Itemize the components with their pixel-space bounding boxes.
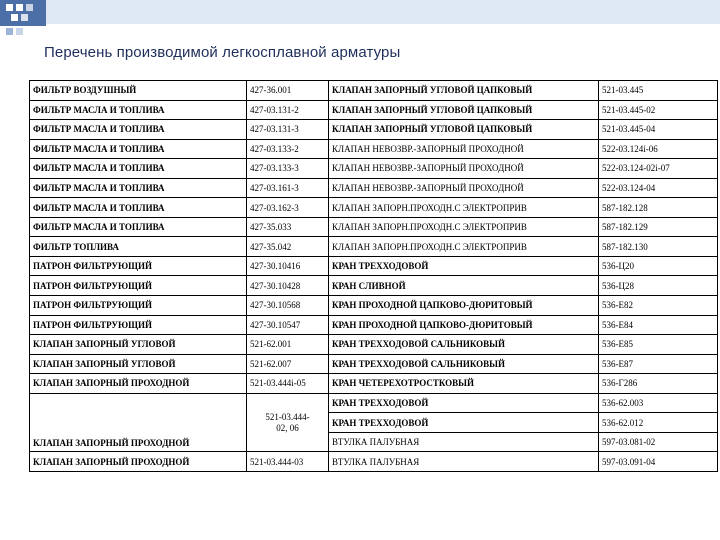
product-name: КРАН СЛИВНОЙ bbox=[329, 276, 599, 296]
table-row bbox=[30, 198, 718, 218]
product-code: 522-03.124і-06 bbox=[599, 139, 718, 159]
product-code: 427-03.131-3 bbox=[247, 120, 329, 140]
product-code: 521-03.445-02 bbox=[599, 100, 718, 120]
product-code: 536-62.012 bbox=[599, 413, 718, 433]
product-code: 521-03.445-04 bbox=[599, 120, 718, 140]
decor-square bbox=[6, 4, 13, 11]
table-row bbox=[30, 452, 718, 472]
product-code: 427-30.10547 bbox=[247, 315, 329, 335]
table-row bbox=[30, 237, 718, 257]
table-row bbox=[30, 139, 718, 159]
product-code: 536-Ц20 bbox=[599, 256, 718, 276]
table-row bbox=[30, 315, 718, 335]
product-code: 521-62.007 bbox=[247, 354, 329, 374]
product-name: КЛАПАН ЗАПОРН.ПРОХОДН.С ЭЛЕКТРОПРИВ bbox=[329, 198, 599, 218]
product-code: 536-Е84 bbox=[599, 315, 718, 335]
product-code: 427-03.131-2 bbox=[247, 100, 329, 120]
decor-square bbox=[11, 14, 18, 21]
product-code: 427-03.161-3 bbox=[247, 178, 329, 198]
table-row bbox=[30, 178, 718, 198]
product-code: 521-03.444-03 bbox=[247, 452, 329, 472]
product-name: КЛАПАН ЗАПОРНЫЙ УГЛОВОЙ ЦАПКОВЫЙ bbox=[329, 100, 599, 120]
product-code: 587-182.130 bbox=[599, 237, 718, 257]
product-code: 536-Г286 bbox=[599, 374, 718, 394]
header-band bbox=[0, 0, 720, 24]
product-name: ПАТРОН ФИЛЬТРУЮЩИЙ bbox=[30, 315, 247, 335]
product-code: 597-03.091-04 bbox=[599, 452, 718, 472]
product-code: 427-36.001 bbox=[247, 81, 329, 101]
product-name: ФИЛЬТР МАСЛА И ТОПЛИВА bbox=[30, 159, 247, 179]
product-name: ФИЛЬТР ВОЗДУШНЫЙ bbox=[30, 81, 247, 101]
product-name: КЛАПАН ЗАПОРНЫЙ УГЛОВОЙ ЦАПКОВЫЙ bbox=[329, 81, 599, 101]
product-code: 536-Ц28 bbox=[599, 276, 718, 296]
product-code: 427-03.133-3 bbox=[247, 159, 329, 179]
product-name: КЛАПАН ЗАПОРНЫЙ ПРОХОДНОЙ bbox=[30, 393, 247, 452]
product-code-line: 02, 06 bbox=[276, 422, 299, 433]
product-name: ПАТРОН ФИЛЬТРУЮЩИЙ bbox=[30, 256, 247, 276]
product-name: ВТУЛКА ПАЛУБНАЯ bbox=[329, 432, 599, 452]
table-row bbox=[30, 256, 718, 276]
product-name: ПАТРОН ФИЛЬТРУЮЩИЙ bbox=[30, 276, 247, 296]
product-code: 427-30.10416 bbox=[247, 256, 329, 276]
product-name: КРАН ПРОХОДНОЙ ЦАПКОВО-ДЮРИТОВЫЙ bbox=[329, 296, 599, 316]
product-name: ФИЛЬТР МАСЛА И ТОПЛИВА bbox=[30, 217, 247, 237]
product-name: ФИЛЬТР МАСЛА И ТОПЛИВА bbox=[30, 100, 247, 120]
table-row bbox=[30, 296, 718, 316]
product-name: КРАН ЧЕТЕРЕХОТРОСТКОВЫЙ bbox=[329, 374, 599, 394]
table-row bbox=[30, 217, 718, 237]
product-name: КЛАПАН НЕВОЗВР.-ЗАПОРНЫЙ ПРОХОДНОЙ bbox=[329, 178, 599, 198]
product-code: 587-182.129 bbox=[599, 217, 718, 237]
product-name: КЛАПАН ЗАПОРНЫЙ ПРОХОДНОЙ bbox=[30, 374, 247, 394]
product-name: ФИЛЬТР МАСЛА И ТОПЛИВА bbox=[30, 120, 247, 140]
product-code: 427-03.133-2 bbox=[247, 139, 329, 159]
table-row bbox=[30, 81, 718, 101]
decor-square bbox=[6, 28, 13, 35]
product-name: КЛАПАН ЗАПОРНЫЙ УГЛОВОЙ bbox=[30, 354, 247, 374]
product-name: КЛАПАН НЕВОЗВР.-ЗАПОРНЫЙ ПРОХОДНОЙ bbox=[329, 139, 599, 159]
product-name: ПАТРОН ФИЛЬТРУЮЩИЙ bbox=[30, 296, 247, 316]
product-name: КРАН ТРЕХХОДОВОЙ bbox=[329, 256, 599, 276]
decor-square bbox=[16, 4, 23, 11]
product-code: 427-35.033 bbox=[247, 217, 329, 237]
decor-square bbox=[21, 14, 28, 21]
product-code: 536-62.003 bbox=[599, 393, 718, 413]
table-row bbox=[30, 354, 718, 374]
table-row bbox=[30, 393, 718, 413]
table-row bbox=[30, 120, 718, 140]
product-name: ФИЛЬТР МАСЛА И ТОПЛИВА bbox=[30, 139, 247, 159]
product-code-line: 521-03.444- bbox=[265, 411, 310, 422]
product-code: 536-Е82 bbox=[599, 296, 718, 316]
product-name: ФИЛЬТР ТОПЛИВА bbox=[30, 237, 247, 257]
product-name: КРАН ТРЕХХОДОВОЙ bbox=[329, 393, 599, 413]
product-name: КЛАПАН ЗАПОРН.ПРОХОДН.С ЭЛЕКТРОПРИВ bbox=[329, 237, 599, 257]
table-row bbox=[30, 374, 718, 394]
product-code bbox=[247, 393, 329, 452]
product-code: 521-62.001 bbox=[247, 335, 329, 355]
table-row bbox=[30, 276, 718, 296]
product-name: КЛАПАН ЗАПОРНЫЙ УГЛОВОЙ ЦАПКОВЫЙ bbox=[329, 120, 599, 140]
product-name: КРАН ПРОХОДНОЙ ЦАПКОВО-ДЮРИТОВЫЙ bbox=[329, 315, 599, 335]
decor-square bbox=[16, 28, 23, 35]
product-name: ВТУЛКА ПАЛУБНАЯ bbox=[329, 452, 599, 472]
product-name: ФИЛЬТР МАСЛА И ТОПЛИВА bbox=[30, 178, 247, 198]
table-row bbox=[30, 159, 718, 179]
product-code: 597-03.081-02 bbox=[599, 432, 718, 452]
product-code: 427-30.10428 bbox=[247, 276, 329, 296]
product-code: 427-35.042 bbox=[247, 237, 329, 257]
product-code: 522-03.124-04 bbox=[599, 178, 718, 198]
product-code: 427-30.10568 bbox=[247, 296, 329, 316]
product-code: 587-182.128 bbox=[599, 198, 718, 218]
product-name: КРАН ТРЕХХОДОВОЙ САЛЬНИКОВЫЙ bbox=[329, 335, 599, 355]
product-name: КЛАПАН ЗАПОРН.ПРОХОДН.С ЭЛЕКТРОПРИВ bbox=[329, 217, 599, 237]
product-code: 522-03.124-02і-07 bbox=[599, 159, 718, 179]
product-name: КЛАПАН НЕВОЗВР.-ЗАПОРНЫЙ ПРОХОДНОЙ bbox=[329, 159, 599, 179]
table-row bbox=[30, 335, 718, 355]
valve-catalog-table bbox=[29, 80, 717, 472]
product-name: КЛАПАН ЗАПОРНЫЙ УГЛОВОЙ bbox=[30, 335, 247, 355]
product-code: 536-Е85 bbox=[599, 335, 718, 355]
product-code: 521-03.445 bbox=[599, 81, 718, 101]
product-name: КРАН ТРЕХХОДОВОЙ САЛЬНИКОВЫЙ bbox=[329, 354, 599, 374]
product-code: 427-03.162-3 bbox=[247, 198, 329, 218]
product-code: 521-03.444і-05 bbox=[247, 374, 329, 394]
product-name: ФИЛЬТР МАСЛА И ТОПЛИВА bbox=[30, 198, 247, 218]
page-title: Перечень производимой легкосплавной арматуры bbox=[44, 44, 401, 61]
table-row bbox=[30, 100, 718, 120]
product-code: 536-Е87 bbox=[599, 354, 718, 374]
product-name: КЛАПАН ЗАПОРНЫЙ ПРОХОДНОЙ bbox=[30, 452, 247, 472]
decor-square bbox=[26, 4, 33, 11]
product-name: КРАН ТРЕХХОДОВОЙ bbox=[329, 413, 599, 433]
